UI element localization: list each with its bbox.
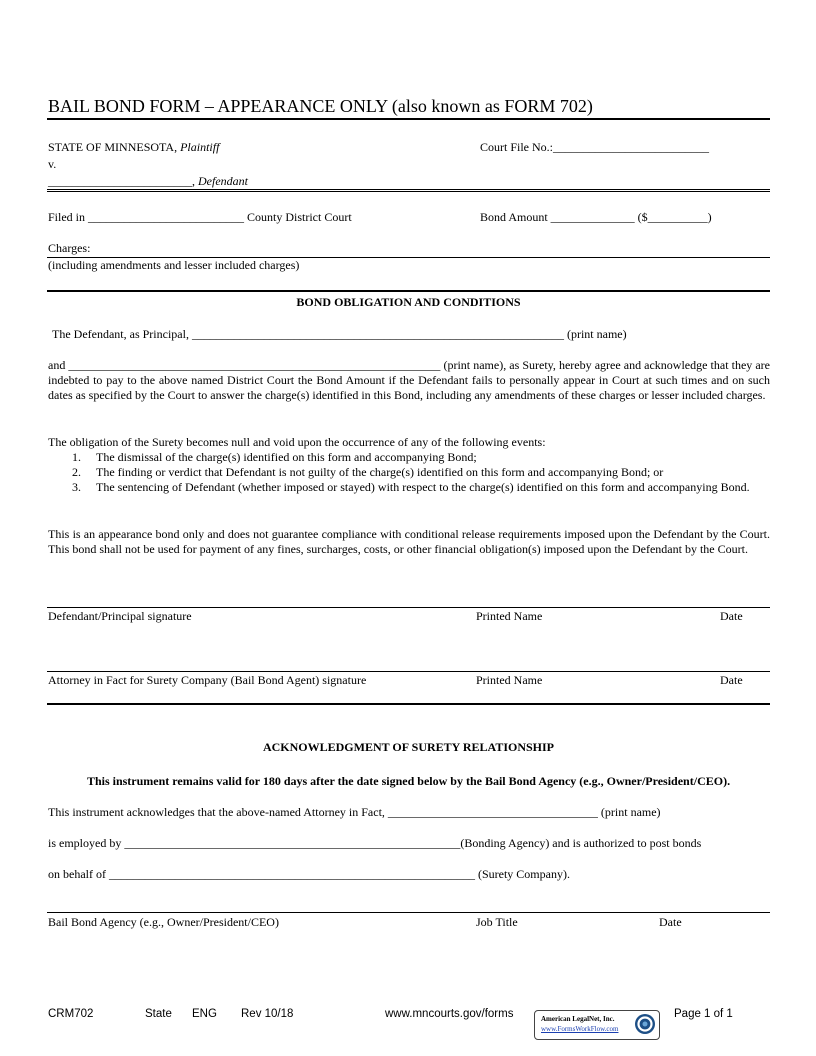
- void-intro: The obligation of the Surety becomes null and void upon the occurrence of any of the following events:: [48, 435, 546, 449]
- date-label: Date: [659, 915, 682, 929]
- printed-name-label: Printed Name: [476, 673, 543, 687]
- attorney-signature-line[interactable]: [47, 671, 770, 672]
- job-title-label: Job Title: [476, 915, 518, 929]
- plaintiff-line: [48, 140, 219, 155]
- section-divider: [47, 290, 770, 292]
- form-revision: Rev 10/18: [241, 1008, 294, 1020]
- attorney-in-fact-field[interactable]: This instrument acknowledges that the above-named Attorney in Fact, ___________________________________ (print name): [48, 805, 661, 819]
- bond-amount-field[interactable]: Bond Amount ______________ ($__________): [480, 210, 712, 224]
- defendant-line: [48, 174, 248, 189]
- page-title: BAIL BOND FORM – APPEARANCE ONLY (also known as FORM 702): [48, 96, 593, 116]
- globe-icon: [634, 1013, 656, 1035]
- validity-note: This instrument remains valid for 180 days after the date signed below by the Bail Bond Agency (e.g., Owner/President/CEO).: [86, 774, 731, 788]
- agency-signature-label: Bail Bond Agency (e.g., Owner/President/CEO): [48, 915, 279, 929]
- void-events-list: [48, 450, 770, 495]
- forms-url[interactable]: www.mncourts.gov/forms: [385, 1008, 514, 1020]
- defendant-signature-label: Defendant/Principal signature: [48, 609, 192, 623]
- bonding-agency-field[interactable]: is employed by ________________________________________________________(Bonding Agency) and is authorized to post bonds: [48, 836, 702, 850]
- attorney-signature-label: Attorney in Fact for Surety Company (Bail Bond Agent) signature: [48, 673, 367, 687]
- date-label: Date: [720, 609, 743, 623]
- printed-name-label: Printed Name: [476, 609, 543, 623]
- acknowledgment-heading: ACKNOWLEDGMENT OF SURETY RELATIONSHIP: [262, 740, 555, 754]
- title-divider: [47, 118, 770, 120]
- section-divider: [47, 703, 770, 705]
- form-language: ENG: [192, 1008, 217, 1020]
- caption-divider: [47, 189, 770, 192]
- court-file-number-field[interactable]: Court File No.:__________________________: [480, 140, 710, 154]
- logo-url[interactable]: www.FormsWorkFlow.com: [541, 1025, 619, 1033]
- form-state: State: [145, 1008, 172, 1020]
- list-item: 2. The finding or verdict that Defendant is not guilty of the charge(s) identified on this form and accompanying Bond; or: [72, 465, 664, 479]
- form-code: CRM702: [48, 1008, 94, 1020]
- obligation-heading: BOND OBLIGATION AND CONDITIONS: [296, 295, 521, 309]
- versus: v.: [48, 157, 57, 171]
- filed-in-field[interactable]: Filed in __________________________ County District Court: [48, 210, 352, 224]
- defendant-name-field[interactable]: ________________________,: [48, 174, 195, 188]
- surety-paragraph: and ______________________________________________________________ (print name), as Surety, hereby agree and acknowledge that they are indebted to pay to the above named District Court the Bond Amount if the Defendant fails to personally appear in Court at such times and on such dates as specified by the Court to answer the charge(s) identified in this Bond, including any amendments of these charges or lesser included charges.: [48, 358, 770, 402]
- charges-note: (including amendments and lesser included charges): [48, 258, 300, 272]
- agency-signature-line[interactable]: [47, 912, 770, 913]
- page-number: Page 1 of 1: [674, 1008, 733, 1020]
- list-item: 1. The dismissal of the charge(s) identified on this form and accompanying Bond;: [72, 450, 477, 464]
- defendant-signature-line[interactable]: [47, 607, 770, 608]
- appearance-paragraph: This is an appearance bond only and does not guarantee compliance with conditional release requirements imposed upon the Defendant by the Court. This bond shall not be used for payment of any fines, surcharges, costs, or other financial obligation(s) imposed upon the Defendant by the Court.: [48, 527, 770, 556]
- date-label: Date: [720, 673, 743, 687]
- principal-name-field[interactable]: The Defendant, as Principal, ______________________________________________________________ (print name): [52, 327, 627, 341]
- surety-company-field[interactable]: on behalf of _____________________________________________________________ (Surety Company).: [48, 867, 570, 881]
- plaintiff-name: STATE OF MINNESOTA,: [48, 140, 178, 154]
- defendant-role: Defendant: [198, 174, 248, 188]
- logo-company-name: American LegalNet, Inc.: [541, 1015, 615, 1023]
- charges-label: Charges:: [48, 241, 91, 255]
- american-legalnet-logo[interactable]: [534, 1010, 660, 1040]
- plaintiff-role: Plaintiff: [180, 140, 220, 154]
- list-item: 3. The sentencing of Defendant (whether imposed or stayed) with respect to the charge(s) identified on this form and accompanying Bond.: [72, 480, 750, 494]
